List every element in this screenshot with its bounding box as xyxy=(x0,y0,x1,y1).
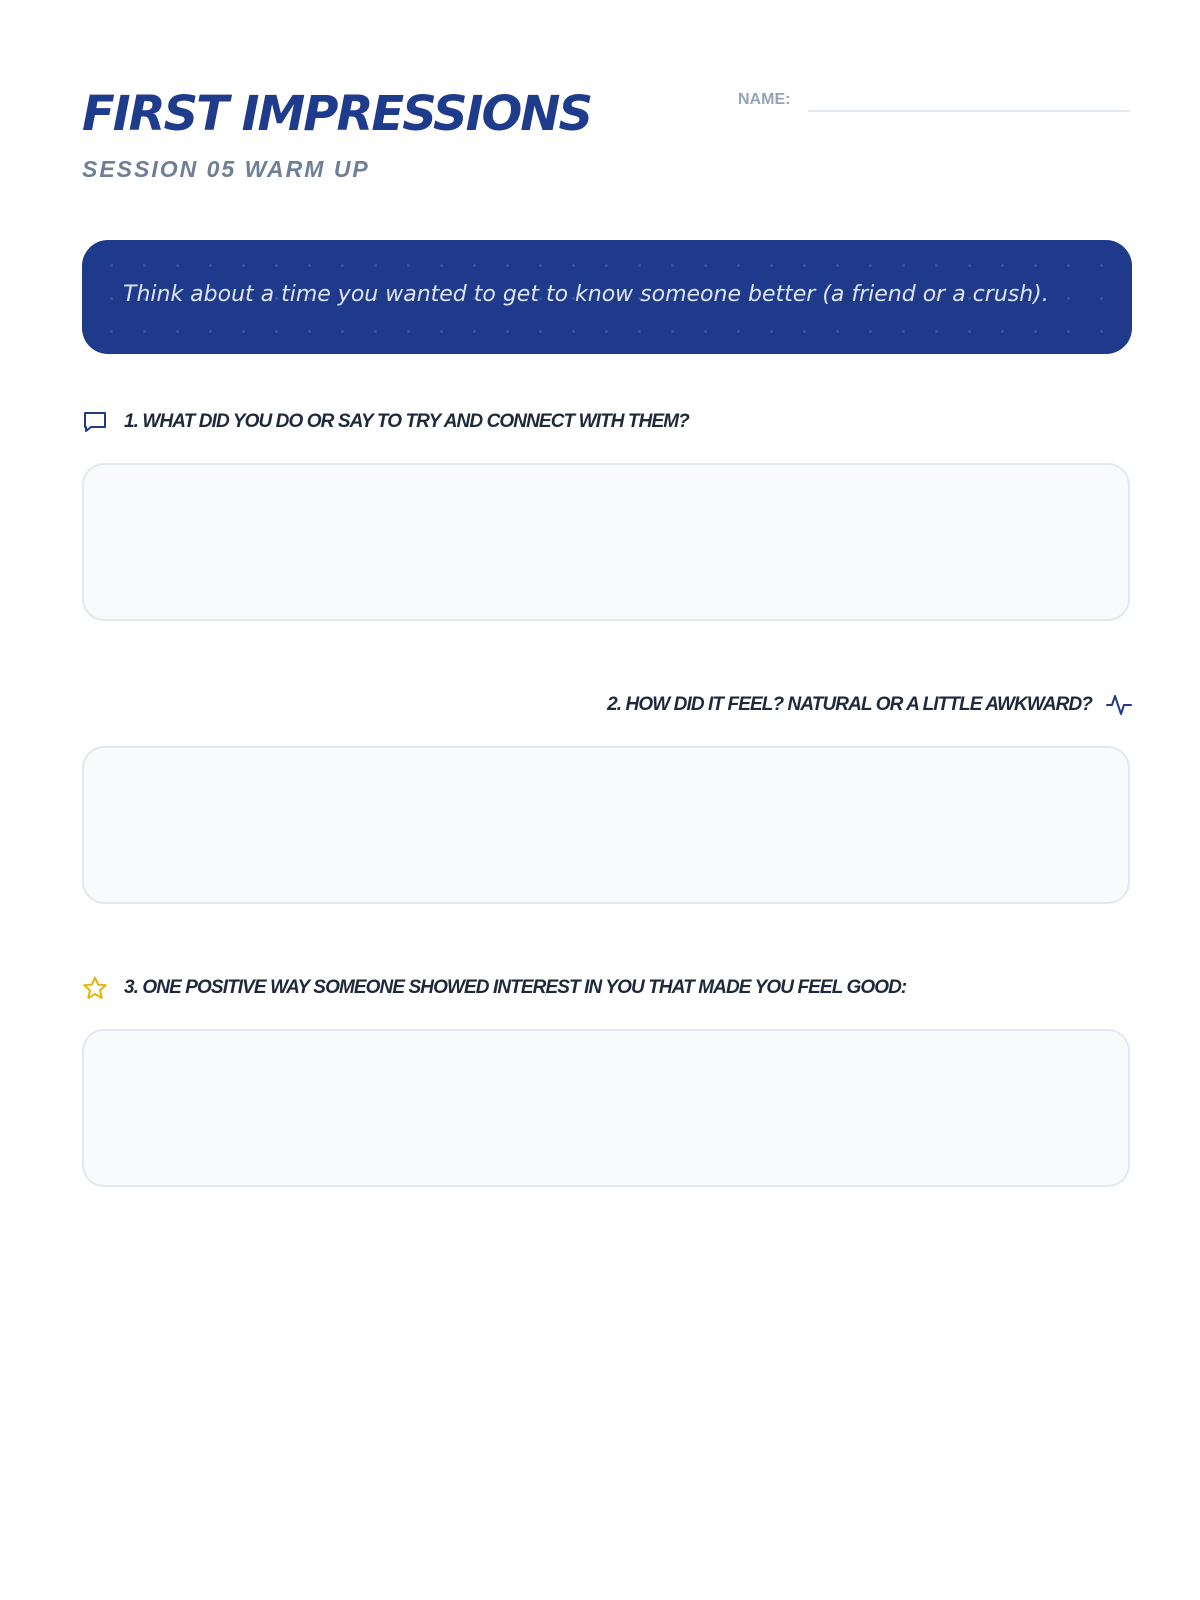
question-2 xyxy=(82,687,1132,723)
question-1 xyxy=(82,404,1132,440)
worksheet-page xyxy=(82,0,1132,1600)
name-label: NAME: xyxy=(738,91,791,108)
answer-box-2[interactable] xyxy=(82,746,1130,904)
answer-box-3[interactable] xyxy=(82,1029,1130,1187)
page-subtitle: SESSION 05 WARM UP xyxy=(82,156,370,182)
speech-bubble-icon xyxy=(82,409,108,435)
question-2-label: 2. HOW DID IT FEEL? NATURAL OR A LITTLE AWKWARD? xyxy=(607,694,1092,715)
prompt-text: Think about a time you wanted to get to know someone better (a friend or a crush). xyxy=(123,282,1049,307)
pulse-icon xyxy=(1106,692,1132,718)
name-field[interactable] xyxy=(808,110,1130,112)
question-3 xyxy=(82,970,1132,1006)
question-1-label: 1. WHAT DID YOU DO OR SAY TO TRY AND CONNECT WITH THEM? xyxy=(124,411,689,432)
star-icon xyxy=(82,975,108,1001)
question-3-label: 3. ONE POSITIVE WAY SOMEONE SHOWED INTEREST IN YOU THAT MADE YOU FEEL GOOD: xyxy=(124,977,907,998)
prompt-banner xyxy=(82,240,1132,354)
page-title: FIRST IMPRESSIONS xyxy=(82,86,592,142)
header xyxy=(82,82,1132,192)
answer-box-1[interactable] xyxy=(82,463,1130,621)
